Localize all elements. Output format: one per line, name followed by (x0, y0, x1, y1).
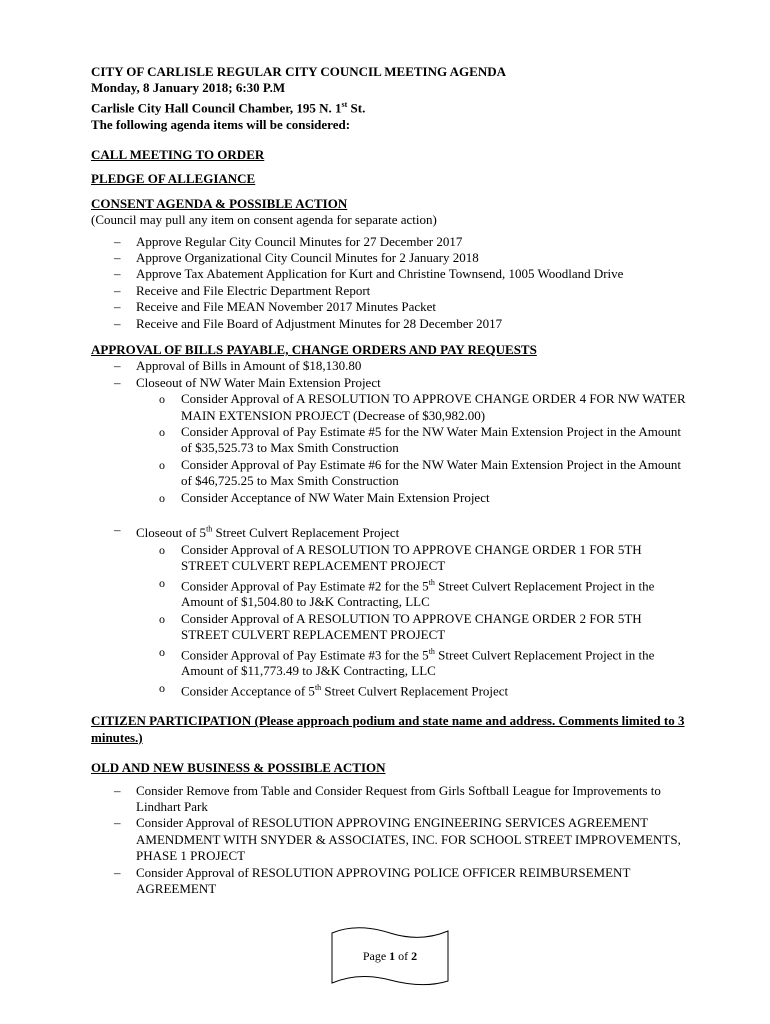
nw-subitems (136, 391, 691, 506)
sub-list-item: o Consider Approval of A RESOLUTION TO APPROVE CHANGE ORDER 2 FOR 5TH STREET CULVERT REPLACEMENT PROJECT (136, 611, 691, 644)
list-item: – Consider Approval of RESOLUTION APPROVING POLICE OFFICER REIMBURSEMENT AGREEMENT (91, 865, 691, 898)
list-item: – Approve Regular City Council Minutes for 27 December 2017 (91, 234, 691, 250)
list-item (91, 522, 691, 699)
section-old-new-business: OLD AND NEW BUSINESS & POSSIBLE ACTION (91, 760, 386, 776)
sub-list-item: o Consider Approval of Pay Estimate #3 for the 5th Street Culvert Replacement Project in the Amount of $11,773.49 to J&K Contracting, LLC (136, 644, 691, 680)
section-consent-agenda: CONSENT AGENDA & POSSIBLE ACTION (91, 195, 348, 211)
agenda-body (91, 64, 691, 898)
list-item (91, 375, 691, 506)
list-item: – Receive and File Electric Department Report (91, 283, 691, 299)
list-item: – Receive and File Board of Adjustment Minutes for 28 December 2017 (91, 316, 691, 332)
bills-list (91, 358, 691, 699)
agenda-header (91, 64, 691, 133)
consent-items-list (91, 234, 691, 332)
list-item: – Consider Remove from Table and Consider Request from Girls Softball League for Improvements to Lindhart Park (91, 783, 691, 816)
nw-closeout-title: Closeout of NW Water Main Extension Project (136, 374, 381, 390)
page-number-box (331, 925, 449, 987)
sub-list-item: o Consider Acceptance of NW Water Main Extension Project (136, 490, 691, 506)
culvert-subitems (136, 542, 691, 700)
list-item: – Receive and File MEAN November 2017 Minutes Packet (91, 299, 691, 315)
list-item: – Approval of Bills in Amount of $18,130.80 (91, 358, 691, 374)
agenda-intro: The following agenda items will be considered: (91, 116, 351, 132)
section-bills-payable: APPROVAL OF BILLS PAYABLE, CHANGE ORDERS AND PAY REQUESTS (91, 342, 537, 358)
page-number: Page 1 of 2 (362, 949, 418, 963)
sub-list-item: o Consider Approval of A RESOLUTION TO APPROVE CHANGE ORDER 1 FOR 5TH STREET CULVERT REPLACEMENT PROJECT (136, 542, 691, 575)
sub-list-item: o Consider Approval of Pay Estimate #6 for the NW Water Main Extension Project in the Amount of $46,725.25 to Max Smith Construction (136, 457, 691, 490)
section-call-to-order: CALL MEETING TO ORDER (91, 146, 265, 162)
agenda-title: CITY OF CARLISLE REGULAR CITY COUNCIL MEETING AGENDA (91, 64, 506, 79)
section-pledge: PLEDGE OF ALLEGIANCE (91, 171, 256, 187)
sub-list-item: o Consider Approval of Pay Estimate #5 for the NW Water Main Extension Project in the Amount of $35,525.73 to Max Smith Construction (136, 424, 691, 457)
consent-note: (Council may pull any item on consent agenda for separate action) (91, 212, 437, 228)
sub-list-item: o Consider Approval of Pay Estimate #2 for the 5th Street Culvert Replacement Project in the Amount of $1,504.80 to J&K Contracting, LLC (136, 575, 691, 611)
list-item: – Approve Organizational City Council Minutes for 2 January 2018 (91, 250, 691, 266)
list-item: – Consider Approval of RESOLUTION APPROVING ENGINEERING SERVICES AGREEMENT AMENDMENT WITH SNYDER & ASSOCIATES, INC. FOR SCHOOL STREET IMPROVEMENTS, PHASE 1 PROJECT (91, 815, 691, 864)
meeting-date: Monday, 8 January 2018; 6:30 P.M (91, 80, 286, 96)
meeting-location: Carlisle City Hall Council Chamber, 195 N. 1st St. (91, 99, 366, 116)
sub-list-item: o Consider Approval of A RESOLUTION TO APPROVE CHANGE ORDER 4 FOR NW WATER MAIN EXTENSION PROJECT (Decrease of $30,982.00) (136, 391, 691, 424)
list-item: – Approve Tax Abatement Application for Kurt and Christine Townsend, 1005 Woodland Drive (91, 266, 691, 282)
sub-list-item: o Consider Acceptance of 5th Street Culvert Replacement Project (136, 680, 691, 700)
section-citizen-participation: CITIZEN PARTICIPATION (Please approach podium and state name and address. Comments limited to 3 minutes.) (91, 713, 685, 745)
business-items-list (91, 783, 691, 898)
culvert-closeout-title: Closeout of 5th Street Culvert Replacement Project (136, 525, 400, 541)
